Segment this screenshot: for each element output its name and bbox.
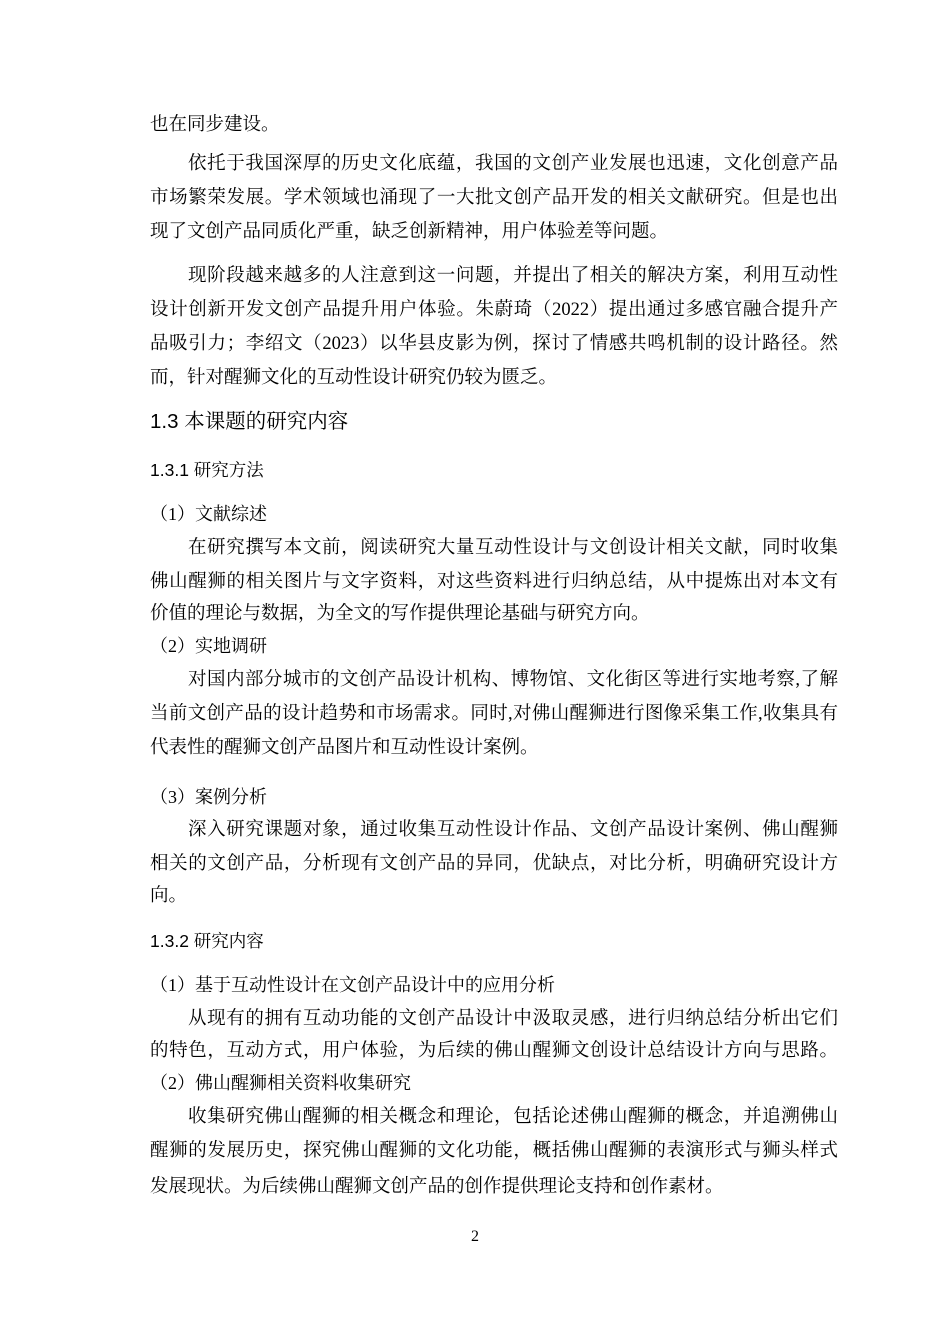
text-line: 深入研究课题对象，通过收集互动性设计作品、文创产品设计案例、佛山醒狮: [188, 820, 838, 840]
text-line: 而，针对醒狮文化的互动性设计研究仍较为匮乏。: [150, 368, 558, 388]
text-line: 现了文创产品同质化严重，缺乏创新精神，用户体验差等问题。: [150, 222, 669, 242]
text-line: 收集研究佛山醒狮的相关概念和理论，包括论述佛山醒狮的概念，并追溯佛山: [188, 1107, 838, 1127]
text-line: 当前文创产品的设计趋势和市场需求。同时,对佛山醒狮进行图像采集工作,收集具有: [150, 704, 838, 724]
text-line: 现阶段越来越多的人注意到这一问题，并提出了相关的解决方案，利用互动性: [188, 266, 838, 286]
section-heading-1-3: 1.3 本课题的研究内容: [150, 410, 349, 433]
item-label: （2）实地调研: [150, 636, 267, 656]
text-line: 代表性的醒狮文创产品图片和互动性设计案例。: [150, 738, 539, 758]
text-line: 醒狮的发展历史，探究佛山醒狮的文化功能，概括佛山醒狮的表演形式与狮头样式: [150, 1141, 838, 1161]
text-line: 佛山醒狮的相关图片与文字资料，对这些资料进行归纳总结，从中提炼出对本文有: [150, 572, 838, 592]
text-line: 对国内部分城市的文创产品设计机构、博物馆、文化街区等进行实地考察,了解: [188, 670, 838, 690]
item-label: （2）佛山醒狮相关资料收集研究: [150, 1073, 411, 1093]
item-label: （1）文献综述: [150, 504, 267, 524]
text-line: 向。: [150, 886, 188, 906]
page-number: 2: [471, 1228, 479, 1245]
text-line: 相关的文创产品，分析现有文创产品的异同，优缺点，对比分析，明确研究设计方: [150, 854, 838, 874]
subsection-heading-1-3-2: 1.3.2 研究内容: [150, 931, 264, 951]
text-line: 在研究撰写本文前，阅读研究大量互动性设计与文创设计相关文献，同时收集: [188, 538, 838, 558]
text-line: 价值的理论与数据，为全文的写作提供理论基础与研究方向。: [150, 604, 650, 624]
item-label: （1）基于互动性设计在文创产品设计中的应用分析: [150, 975, 555, 995]
text-line: 依托于我国深厚的历史文化底蕴，我国的文创产业发展也迅速，文化创意产品: [188, 154, 838, 174]
text-line: 市场繁荣发展。学术领域也涌现了一大批文创产品开发的相关文献研究。但是也出: [150, 188, 838, 208]
item-label: （3）案例分析: [150, 787, 267, 807]
text-line: 品吸引力；李绍文（2023）以华县皮影为例，探讨了情感共鸣机制的设计路径。然: [150, 334, 838, 354]
text-line: 设计创新开发文创产品提升用户体验。朱蔚琦（2022）提出通过多感官融合提升产: [150, 300, 838, 320]
text-line: 发展现状。为后续佛山醒狮文创产品的创作提供理论支持和创作素材。: [150, 1177, 724, 1197]
text-line: 也在同步建设。: [150, 115, 280, 135]
text-line: 的特色，互动方式，用户体验，为后续的佛山醒狮文创设计总结设计方向与思路。: [150, 1041, 838, 1061]
subsection-heading-1-3-1: 1.3.1 研究方法: [150, 460, 264, 480]
text-line: 从现有的拥有互动功能的文创产品设计中汲取灵感，进行归纳总结分析出它们: [188, 1009, 838, 1029]
